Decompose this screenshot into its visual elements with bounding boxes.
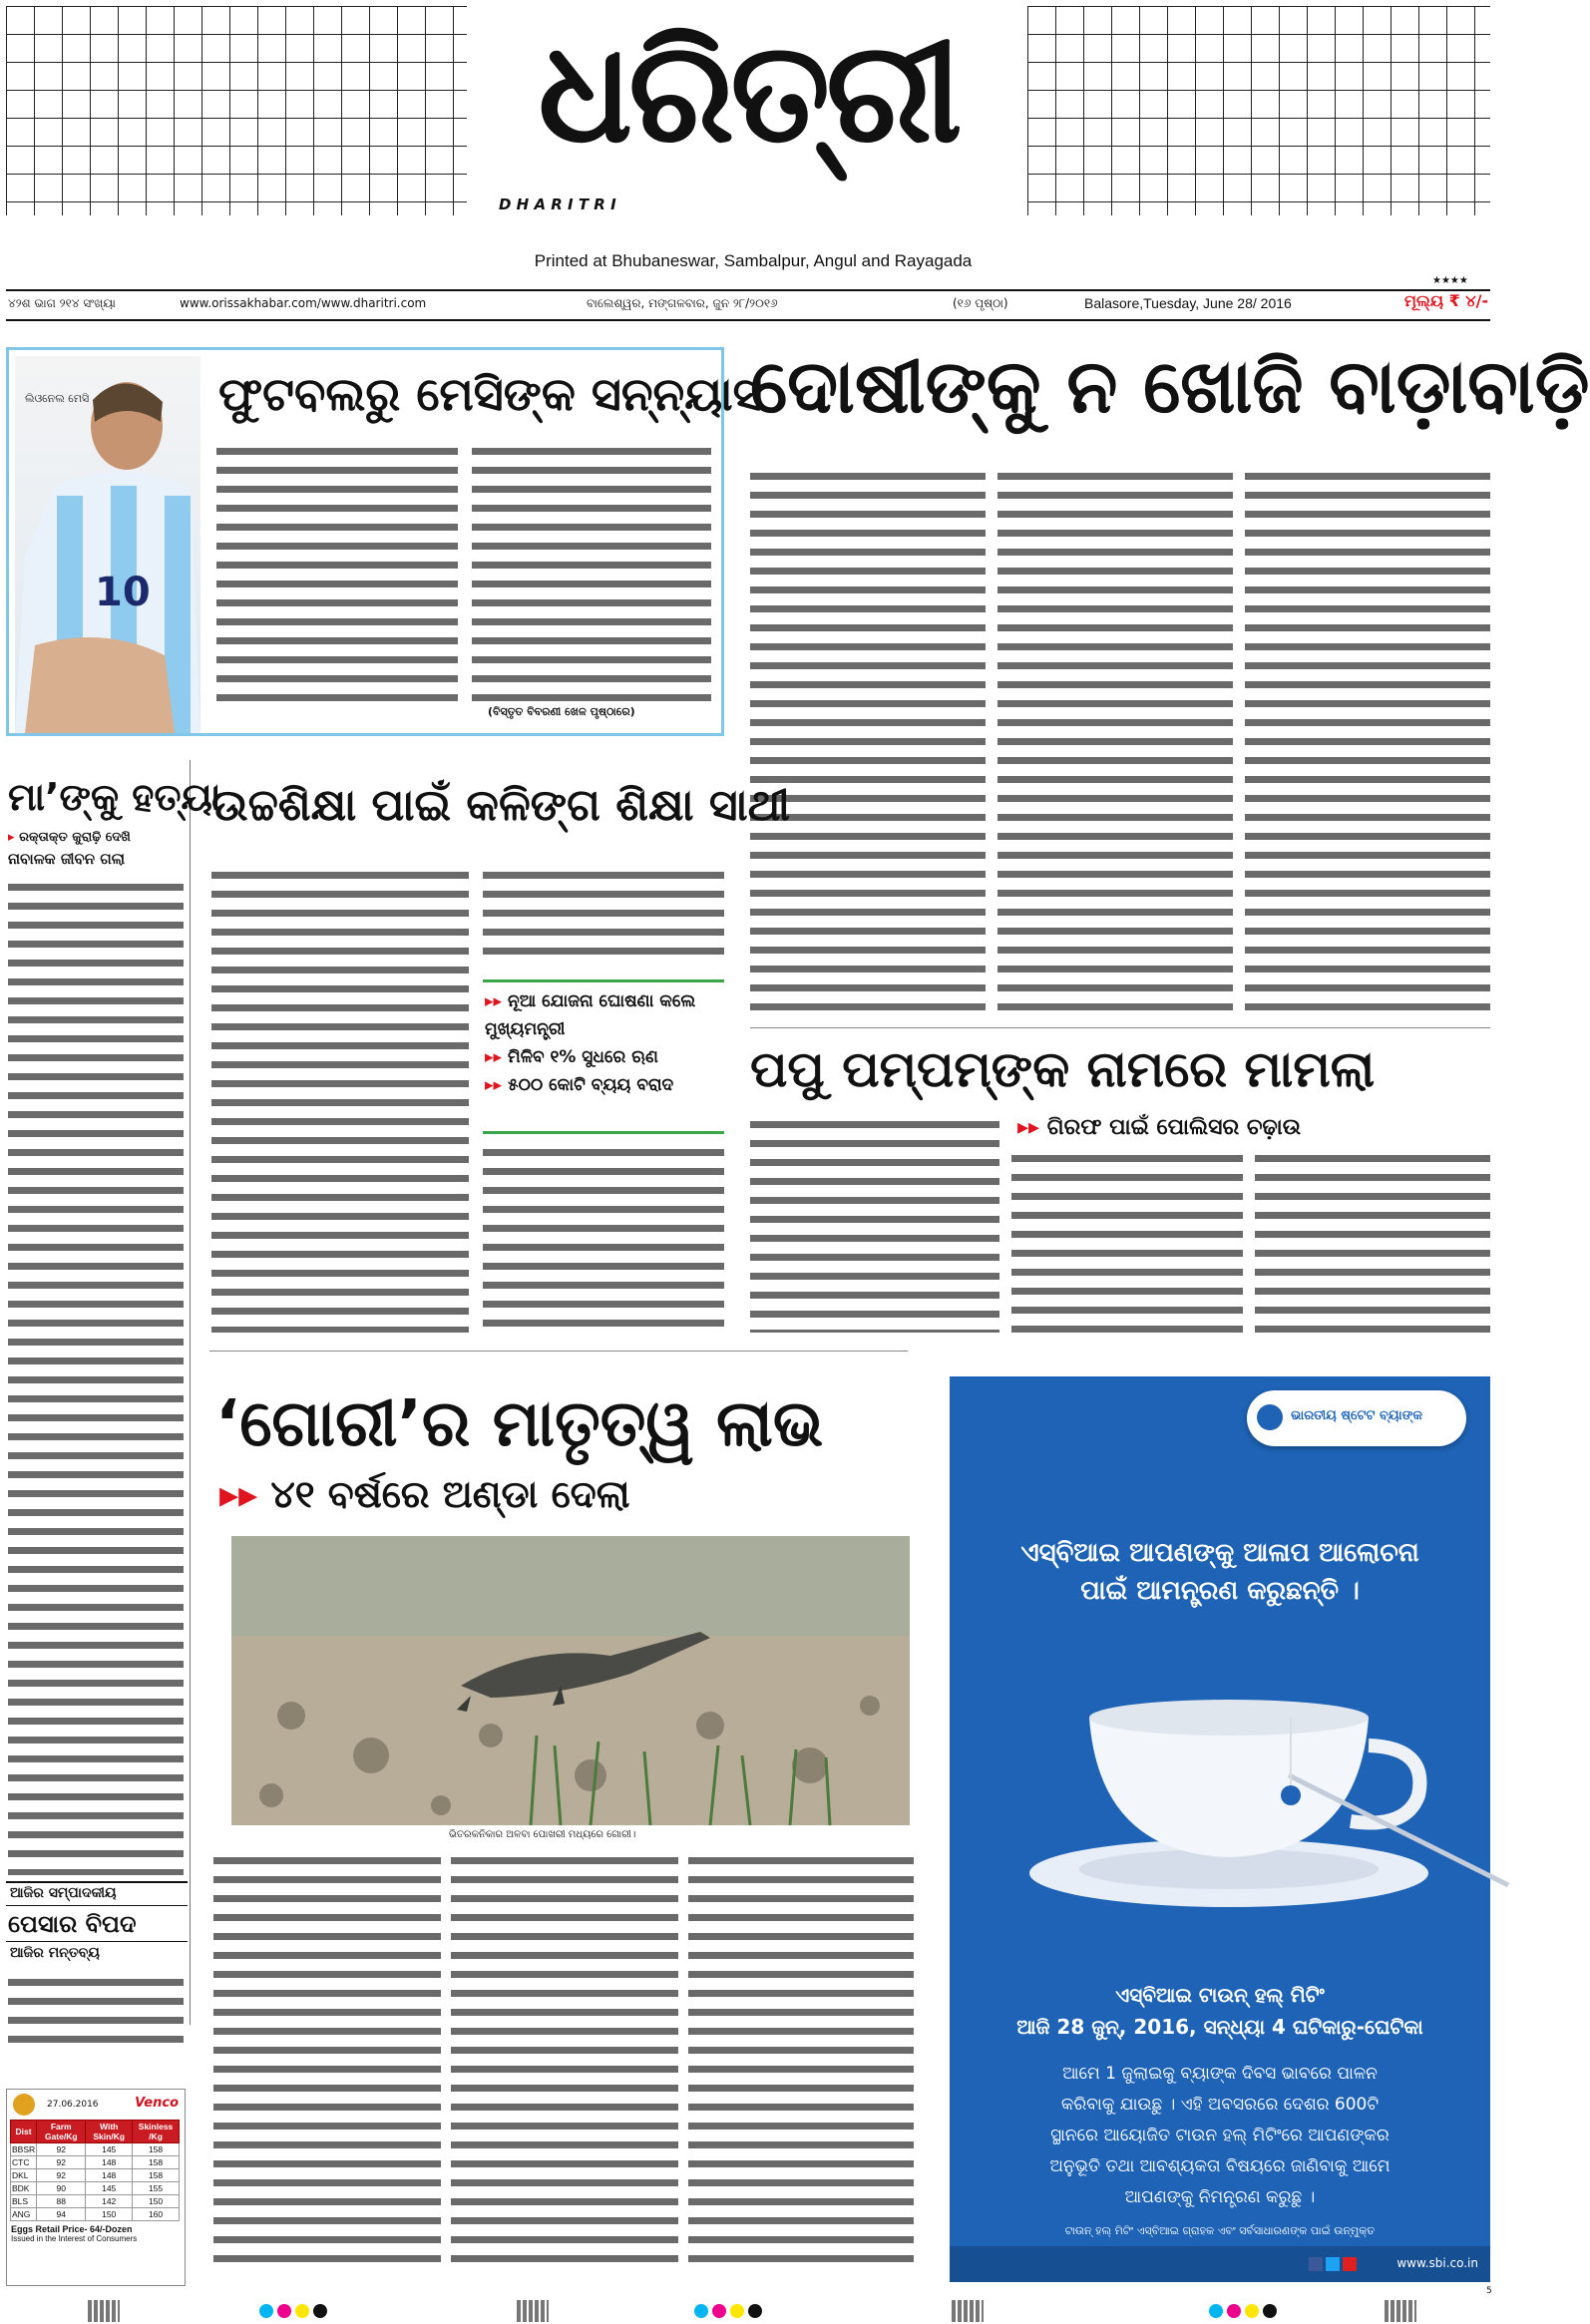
dateline-volume: ୪୨ଶ ଭାଗ ୨୧୪ ସଂଖ୍ୟା xyxy=(8,296,116,310)
dateline-rule-bottom xyxy=(6,319,1490,321)
egg-table-footer-price: Eggs Retail Price- 64/-Dozen xyxy=(11,2224,133,2234)
lead-headline: ଦୋଷୀଙ୍କୁ ନ ଖୋଜି ବାଡ଼ାବାଡ଼ି xyxy=(750,344,1590,430)
mother-body xyxy=(8,878,184,1875)
egg-table-brand: Venco xyxy=(135,2096,179,2111)
sbi-event-time: ଆଜି 28 ଜୁନ୍, 2016, ସନ୍ଧ୍ୟା 4 ଘଟିକାରୁ-ଘେଟିକା xyxy=(1016,2015,1423,2039)
masthead-printed-at: Printed at Bhubaneswar, Sambalpur, Angul and Rayagada xyxy=(534,251,973,270)
egg-table-cell: 155 xyxy=(133,2182,180,2195)
egg-table-header: With Skin/Kg xyxy=(86,2121,133,2143)
egg-table-row xyxy=(11,2143,180,2156)
egg-table-cell: 160 xyxy=(133,2208,180,2221)
sbi-headline-1: ଏସ୍‌ବିଆଇ ଆପଣଙ୍କୁ ଆଳାପ ଆଲୋଚନା xyxy=(1020,1538,1419,1568)
kalinga-body-col-2 xyxy=(483,866,724,966)
sbi-body-line: ଆପଣଙ୍କୁ ନିମନ୍ତ୍ରଣ କରୁଛୁ । xyxy=(1124,2187,1316,2207)
egg-table xyxy=(10,2120,180,2221)
editorial-rule-low xyxy=(6,1941,188,1942)
egg-table-row xyxy=(11,2208,180,2221)
egg-table-cell: DKL xyxy=(11,2169,37,2182)
sbi-event-title: ଏସ୍‌ବିଆଇ ଟାଉନ୍ ହଲ୍ ମିଟିଂ xyxy=(1115,1983,1325,2007)
egg-table-cell: 158 xyxy=(133,2169,180,2182)
sbi-teacup-image xyxy=(990,1626,1488,1925)
messi-story-box xyxy=(6,347,763,736)
sbi-footer-note: ଟାଉନ୍ ହଲ୍ ମିଟିଂ ଏସ୍‌ବିଆଇ ଗ୍ରାହକ ଏବଂ ସର୍ବସାଧାରଣଙ୍କ ପାଇଁ ଉନ୍ମୁକ୍ତ xyxy=(1064,2224,1376,2237)
sbi-body-line: ଅନୁଭୂତି ତଥା ଆବଶ୍ୟକତା ବିଷୟରେ ଜାଣିବାକୁ ଆମେ xyxy=(1049,2156,1391,2176)
sbi-footer-bar xyxy=(950,2246,1490,2282)
egg-table-cell: 145 xyxy=(86,2182,133,2195)
mother-kicker-arrow: ▸ xyxy=(8,830,15,845)
left-column-divider xyxy=(190,760,191,2025)
messi-continued: (ବିସ୍ତୃତ ବିବରଣୀ ଖେଳ ପୃଷ୍ଠାରେ) xyxy=(488,705,635,718)
messi-body-col-2 xyxy=(472,442,711,701)
dateline-price: ମୂଲ୍ୟ ₹ ୪/- xyxy=(1404,291,1489,310)
egg-table-cell: 158 xyxy=(133,2143,180,2156)
egg-table-cell: 90 xyxy=(37,2182,86,2195)
sbi-body-line: କରିବାକୁ ଯାଉଛୁ । ଏହି ଅବସରରେ ଦେଶର 600ଟି xyxy=(1060,2095,1380,2115)
youtube-icon[interactable] xyxy=(1343,2257,1357,2271)
egg-table-cell: BLS xyxy=(11,2195,37,2208)
egg-table-date: 27.06.2016 xyxy=(47,2100,99,2110)
registration-bar xyxy=(1385,2300,1416,2322)
gori-subhead-text: ୪୧ ବର୍ଷରେ ଅଣ୍ଡା ଦେଲା xyxy=(270,1472,630,1516)
masthead-title-latin: D H A R I T R I xyxy=(499,195,616,213)
registration-dots-1 xyxy=(257,2302,337,2320)
egg-table-header: Farm Gate/Kg xyxy=(37,2121,86,2143)
gori-headline: ‘ଗୋରୀ’ର ମାତୃତ୍ୱ ଲାଭ xyxy=(215,1387,824,1461)
egg-table-cell: 92 xyxy=(37,2169,86,2182)
editorial-rule-mid xyxy=(6,1905,188,1906)
kalinga-headline: ଉଚ୍ଚଶିକ୍ଷା ପାଇଁ କଳିଙ୍ଗ ଶିକ୍ଷା ସାଥୀ xyxy=(211,780,791,831)
sbi-social-icons[interactable] xyxy=(1309,2256,1357,2275)
pappu-body-col-2 xyxy=(1011,1149,1243,1333)
egg-table-row xyxy=(11,2182,180,2195)
dateline-website[interactable]: www.orissakhabar.com/www.dharitri.com xyxy=(180,296,427,310)
egg-table-row xyxy=(11,2156,180,2169)
registration-bar xyxy=(88,2300,120,2322)
egg-table-cell: 145 xyxy=(86,2143,133,2156)
pappu-subhead-text: ଗିରଫ ପାଇଁ ପୋଲିସର ଚଢ଼ାଉ xyxy=(1046,1115,1302,1140)
registration-dots-3 xyxy=(1207,2302,1287,2320)
dateline-date-en: Balasore,Tuesday, June 28/ 2016 xyxy=(1084,295,1292,311)
kalinga-body-col-1 xyxy=(211,866,469,1333)
kalinga-bullet: ▸▸ ୫୦୦ କୋଟି ବ୍ୟୟ ବରାଦ xyxy=(485,1075,674,1095)
editorial-sub-label: ଆଜିର ମନ୍ତବ୍ୟ xyxy=(10,1945,100,1961)
egg-price-table xyxy=(6,2089,186,2286)
egg-table-header: Skinless /Kg xyxy=(133,2121,180,2143)
egg-table-cell: BDK xyxy=(11,2182,37,2195)
editorial-headline: ପେସାର ବିପଦ xyxy=(8,1910,137,1938)
editorial-body xyxy=(8,1973,184,2053)
messi-photo-caption: ଲିଓନେଲ ମେସି xyxy=(25,392,90,405)
gori-body-col-1 xyxy=(213,1851,441,2270)
egg-table-cell: 148 xyxy=(86,2169,133,2182)
egg-table-cell: 150 xyxy=(86,2208,133,2221)
print-registration-marks xyxy=(0,2300,1496,2324)
masthead-stars: ★★★★ xyxy=(1432,275,1468,286)
egg-table-cell: 148 xyxy=(86,2156,133,2169)
egg-table-cell: 92 xyxy=(37,2156,86,2169)
dateline-date-odia: ବାଲେଶ୍ୱର, ମଙ୍ଗଳବାର, ଜୁନ ୨୮/୨୦୧୬ xyxy=(587,296,778,310)
dateline-pages: (୧୬ ପୃଷ୍ଠା) xyxy=(953,296,1008,310)
mother-headline: ମା’ଙ୍କୁ ହତ୍ୟା xyxy=(8,775,221,819)
sbi-bank-name: ଭାରତୀୟ ଷ୍ଟେଟ ବ୍ୟାଙ୍କ xyxy=(1291,1408,1422,1423)
masthead-grid-right xyxy=(1027,6,1490,215)
registration-bar xyxy=(517,2300,549,2322)
egg-table-cell: BBSR xyxy=(12,2144,36,2154)
egg-table-cell: 92 xyxy=(37,2143,86,2156)
masthead-logo xyxy=(479,14,1017,184)
pappu-rule xyxy=(750,1027,1490,1028)
messi-photo xyxy=(15,356,200,733)
mother-kicker-text: ରକ୍ତାକ୍ତ କୁରାଢ଼ି ଦେଖି xyxy=(19,830,131,845)
egg-table-cell: 88 xyxy=(37,2195,86,2208)
kalinga-green-rule-top xyxy=(483,979,724,982)
egg-table-cell: ANG xyxy=(11,2208,37,2221)
egg-table-header: Dist xyxy=(11,2121,37,2143)
sbi-logo-icon xyxy=(1257,1404,1283,1430)
twitter-icon[interactable] xyxy=(1326,2257,1340,2271)
lead-body-col-2 xyxy=(997,467,1233,1013)
sbi-advertisement[interactable] xyxy=(950,1376,1490,2282)
egg-table-cell: 158 xyxy=(133,2156,180,2169)
facebook-icon[interactable] xyxy=(1309,2257,1323,2271)
egg-table-cell: 94 xyxy=(37,2208,86,2221)
egg-table-cell: CTC xyxy=(11,2156,37,2169)
kalinga-body-col-2b xyxy=(483,1143,724,1333)
egg-table-footer-note: Issued in the Interest of Consumers xyxy=(11,2234,138,2243)
gori-photo xyxy=(231,1536,910,1825)
gori-subhead xyxy=(219,1472,630,1517)
sbi-body-text xyxy=(950,2059,1490,2213)
kalinga-green-rule-bottom xyxy=(483,1131,724,1134)
egg-table-row xyxy=(11,2169,180,2182)
gori-photo-caption: ଭିତରକନିକାର ଅଳବା ପୋଖରୀ ମଧ୍ୟରେ ଗୋରୀ। xyxy=(449,1829,636,1840)
sbi-body-line: ଆମେ 1 ଜୁଲାଇକୁ ବ୍ୟାଙ୍କ ଦିବସ ଭାବରେ ପାଳନ xyxy=(1062,2064,1378,2084)
masthead-grid-left xyxy=(6,6,467,215)
mother-subhead: ନାବାଳକ ଜୀବନ ଗଲା xyxy=(8,850,126,868)
messi-body-col-1 xyxy=(216,442,458,701)
pappu-subhead-arrow: ▸▸ xyxy=(1017,1115,1040,1140)
registration-bar xyxy=(952,2300,984,2322)
dateline-rule-top xyxy=(6,289,1490,291)
egg-table-cell: 142 xyxy=(86,2195,133,2208)
editorial-rule-top xyxy=(6,1881,188,1883)
gori-body-col-2 xyxy=(451,1851,678,2270)
sbi-headline-2: ପାଇଁ ଆମନ୍ତ୍ରଣ କରୁଛନ୍ତି । xyxy=(1080,1576,1360,1606)
lead-body-col-1 xyxy=(750,467,986,1013)
editorial-label: ଆଜିର ସମ୍ପାଦକୀୟ xyxy=(10,1885,117,1901)
sbi-body-line: ସ୍ଥାନରେ ଆୟୋଜିତ ଟାଉନ ହଲ୍ ମିଟିଂରେ ଆପଣଙ୍କର xyxy=(1050,2126,1390,2145)
egg-table-logo xyxy=(13,2094,35,2116)
pappu-headline: ପପୁ ପମ୍‌ପମ୍‌ଙ୍କ ନାମରେ ମାମଲା xyxy=(750,1040,1376,1098)
mother-kicker xyxy=(8,830,131,845)
messi-headline: ଫୁଟବଲରୁ ମେସିଙ୍କ ସନ୍ନ୍ୟାସ xyxy=(218,367,763,421)
kalinga-bullet: ▸▸ ମିଳିବ ୧% ସୁଧରେ ଋଣ xyxy=(485,1047,658,1067)
registration-dots-2 xyxy=(692,2302,772,2320)
egg-table-cell: 150 xyxy=(133,2195,180,2208)
kalinga-bullet: ▸▸ ନୂଆ ଯୋଜନା ଘୋଷଣା କଲେ ମୁଖ୍ୟମନ୍ତ୍ରୀ xyxy=(485,991,696,1039)
pappu-subhead xyxy=(1017,1115,1301,1140)
gori-body-col-3 xyxy=(688,1851,914,2270)
gori-subhead-arrow: ▸▸ xyxy=(219,1472,258,1516)
lead-body-col-3 xyxy=(1245,467,1490,1013)
masthead-title-odia: ଧରିତ୍ରୀ xyxy=(538,12,959,175)
sbi-website[interactable]: www.sbi.co.in xyxy=(1396,2256,1478,2270)
sbi-logo-badge xyxy=(1247,1390,1466,1446)
egg-table-row xyxy=(11,2195,180,2208)
page-number: 5 xyxy=(1486,2286,1492,2296)
svg-text:10: 10 xyxy=(95,570,151,615)
pappu-body-col-3 xyxy=(1255,1149,1490,1333)
pappu-body-col-1 xyxy=(750,1115,999,1333)
kalinga-bullets xyxy=(485,987,724,1099)
gori-rule xyxy=(209,1351,908,1352)
